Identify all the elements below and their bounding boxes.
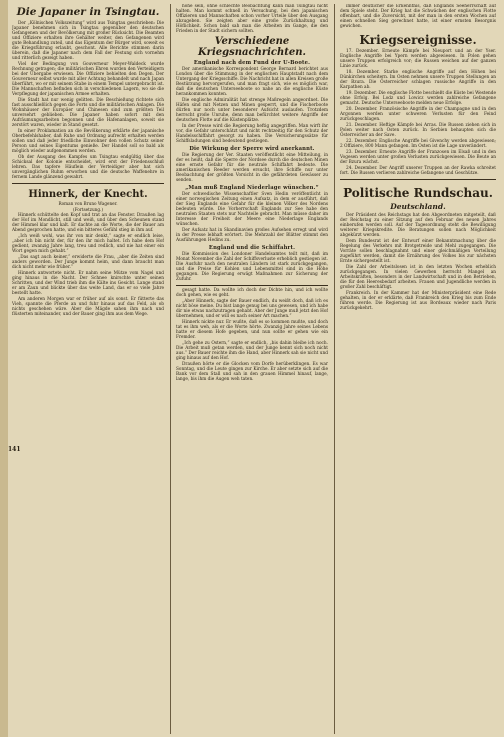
feuilleton-installment: (Fortsetzung.): [72, 207, 104, 212]
paragraph: Hinnerk nickte nur. Er wußte, daß es so kommen mußte, und doch tat es ihm weh, als er die Worte hörte. Zwanzig Jahre seines Lebens hatte er diesem Hofe gegeben, und nun sollte er gehen wie ein Fremder.: [176, 320, 328, 340]
paragraph: Die Stadt hat nur wenig gelitten. Die Beschießung richtete sich fast ausschließlich gegen die Forts und die militärischen Anlagen. Die Wohnhäuser der Europäer und Chinesen sind zum größten Teil unversehrt geblieben. Die Japaner haben sofort mit den Aufräumungsarbeiten begonnen und die Hafenanlagen, soweit sie zerstört waren, wieder in Stand gesetzt.: [12, 98, 164, 128]
event-item: 24. Dezember. Der Angriff unserer Truppen an der Rawka schreitet fort. Die Russen verlieren zahlreiche Gefangene und Geschütze.: [340, 166, 496, 176]
paragraph: Frankreich. In der Kammer hat der Ministerpräsident eine Rede gehalten, in der er erklärte, daß Frankreich den Krieg bis zum Ende führen werde. Die Regierung ist aus Bordeaux wieder nach Paris zurückgekehrt.: [340, 291, 496, 311]
column-2: [176, 4, 328, 737]
paragraph: „Ich gehe zu Ostern,“ sagte er endlich, „bis dahin bleibe ich noch. Die Arbeit muß getan werden, und der Junge kennt sich noch nicht aus.“ Der Bauer reichte ihm die Hand, aber Hinnerk sah sie nicht und ging hinaus auf den Hof.: [176, 341, 328, 361]
column-rule: [170, 4, 171, 734]
paragraph: Am anderen Morgen war er früher auf als sonst. Er fütterte das Vieh, spannte die Pferde an und fuhr hinaus auf das Feld, als ob nichts geschehen wäre. Aber die Mägde sahen ihm nach und flüsterten miteinander, und der Bauer ging ihm aus dem Wege.: [12, 297, 164, 317]
feuilleton-byline: Roman von Bruno Wagener.: [58, 201, 118, 206]
feuilleton-title: Hinnerk, der Knecht.: [28, 189, 148, 200]
paragraph: Der „Kölnischen Volkszeitung“ wird aus Tsingtau geschrieben: Die Japaner benehmen sich in Tsingtau gegenüber den deutschen Gefangenen und der Bevölkerung mit großer Rücksicht. Die Beamten und Offiziere erhalten ihre Gehälter weiter, den Gefangenen wird gute Behandlung zuteil, und das Eigentum der Bürger wird, soweit es die Kriegsführung erlaubt, geschont. Alle Berichte stimmen darin überein, daß die Japaner nach dem Fall der Festung sich vornehm und ritterlich gezeigt haben.: [12, 21, 164, 61]
event-item: 22. Dezember. Englische Angriffe bei Givenchy werden abgewiesen; 2 Offiziere, 800 Mann gefangen. Im Osten ist die Lage unverändert.: [340, 139, 496, 149]
paragraph: Die englische Admiralität hat strenge Maßregeln angeordnet. Die Häfen sind mit Netzen und Minen gesperrt, und die Fischerboote dürfen nur noch unter besonderer Aufsicht auslaufen. Trotzdem herrscht große Unruhe, denn man befürchtet weitere Angriffe der deutschen Flotte auf die Küstenplätze.: [176, 98, 328, 123]
paragraph: Die Kommission des Londoner Handelsamtes teilt mit, daß im Monat November die Zahl der Schiffsverluste erheblich gestiegen ist. Die Ausfuhr nach den neutralen Ländern ist stark zurückgegangen, und die Preise für Kohlen und Lebensmittel sind in die Höhe gegangen. Die Regierung erwägt Maßnahmen zur Sicherung der Zufuhr.: [176, 252, 328, 282]
section-title: Politische Rundschau.: [343, 186, 493, 200]
subheading: „Man muß England Niederlage wünschen.“: [185, 185, 319, 191]
subheading: England nach dem Fund der U-Boote.: [193, 60, 311, 66]
newspaper-page: [8, 0, 504, 737]
page-number: 141: [8, 446, 21, 453]
paragraph: immer deutlicher die Erkenntnis, daß Englands Seeherrschaft auf dem Spiele steht. Der Krieg hat die Schwächen der englischen Flotte offenbart, und die Zuversicht, mit der man in den ersten Wochen auf einen schnellen Sieg gerechnet hatte, ist einer ernsten Besorgnis gewichen.: [340, 4, 496, 29]
paragraph: „Das sagt auch keiner,“ erwiderte die Frau, „aber die Zeiten sind anders geworden. Der Junge kommt heim, und dann braucht man dich nicht mehr wie früher.“: [12, 255, 164, 270]
column-3: [340, 4, 496, 737]
paragraph: Hinnerk schüttelte den Kopf und trat an das Fenster. Draußen lag der Hof im Mondlicht, still und weiß, und über den Scheunen stand der Himmel klar und kalt. Er dachte an die Worte, die der Bauer am Abend gesprochen hatte, und ein bitteres Gefühl stieg in ihm auf.: [12, 213, 164, 233]
column-rule: [334, 4, 335, 734]
event-item: 18. Dezember. Starke englische Angriffe auf den Höhen bei Dünkirchen scheitern. Im Osten nehmen unsere Truppen Stellungen an der Bzura. Die Österreicher schlagen russische Angriffe in den Karpathen ab.: [340, 70, 496, 90]
paragraph: Der schwedische Wissenschaftler Sven Hedin veröffentlicht in einer norwegischen Zeitung einen Aufsatz, in dem er ausführt, daß der Sieg Englands eine Gefahr für die kleinen Völker des Nordens bedeuten würde. Die Vorherrschaft Englands zur See habe den neutralen Staaten stets nur Nachteile gebracht. Man müsse daher im Interesse der Freiheit der Meere eine Niederlage Englands wünschen.: [176, 192, 328, 227]
paragraph: Die Regierung der Ver. Staaten veröffentlicht eine Mitteilung, in der es heißt, daß die Sperre der Nordsee durch die deutschen Minen eine ernste Gefahr für die neutrale Schiffahrt bedeute. Die amerikanischen Reeder werden ersucht, ihre Schiffe nur unter Beobachtung der größten Vorsicht in die gefährdeten Gewässer zu senden.: [176, 153, 328, 183]
paragraph: Viel der Bedingung von Gouverneur Meyer-Waldeck wurde Rechnung getragen; die militärischen Ehren wurden den Verteidigern bei der Übergabe erwiesen. Die Offiziere behielten den Degen. Der Gouverneur selbst wurde mit aller Achtung behandelt und nach Japan überführt, wo er mit seinem Stabe in einem Tempel untergebracht ist. Die Mannschaften befinden sich in verschiedenen Lagern, wo sie die Verpflegung der japanischen Armee erhalten.: [12, 62, 164, 97]
subheading: Die Wirkung der Sperre wird anerkannt.: [189, 146, 315, 152]
paragraph: Ob der Ausgang des Kampfes um Tsingtau endgültig über das Schicksal der Kolonie entscheidet, wird erst der Friedensschluß lehren. Das tapfere Häuflein der Verteidiger aber hat sich unvergänglichen Ruhm erworben und die deutsche Waffenehre in fernem Lande glänzend gewahrt.: [12, 155, 164, 180]
event-item: 17. Dezember. Erneute Kämpfe bei Nieuport und an der Yser. Englische Angriffe bei Ypern werden abgewiesen. In Polen gehen unsere Truppen erfolgreich vor; die Russen weichen auf der ganzen Linie zurück.: [340, 49, 496, 69]
subheading: Deutschland.: [390, 202, 446, 211]
paragraph: Dem Bundesrat ist der Entwurf einer Bekanntmachung über die Regelung des Verkehrs mit Brotgetreide und Mehl zugegangen. Die Vorräte sollen beschlagnahmt und einer gleichmäßigen Verteilung zugeführt werden, damit die Ernährung des Volkes bis zur nächsten Ernte sichergestellt ist.: [340, 239, 496, 264]
paragraph: „Aber Hinnerk, sagte der Bauer endlich, du weißt doch, daß ich es nicht böse meine. Du bist lange genug bei uns gewesen, und ich habe dir nie etwas nachzutragen gehabt. Aber der Junge muß jetzt den Hof übernehmen, und er will es nach seiner Art machen.“: [176, 299, 328, 319]
politics-section: [340, 179, 496, 311]
section-title: Kriegsereignisse.: [359, 33, 477, 47]
event-item: 21. Dezember. Heftige Kämpfe bei Arras. Die Russen ziehen sich in Polen weiter nach Osten zurück. In Serbien behaupten sich die Österreicher an der Save.: [340, 123, 496, 138]
section-title: Verschiedene Kriegsnachrichten.: [197, 36, 306, 58]
subheading: England und die Schiffahrt.: [208, 245, 296, 251]
paragraph: Der amerikanische Korrespondent George Bernard berichtet aus London über die Stimmung in der englischen Hauptstadt nach dem Untergang der Kriegsschiffe. Die Nachricht hat in allen Kreisen große Bestürzung hervorgerufen, und man fragt sich, wie es möglich war, daß die deutschen Unterseeboote so nahe an die englische Küste herankommen konnten.: [176, 67, 328, 97]
paragraph: hohe sein, ohne schlechte Beobachtung kann man Tsingtau nicht halten. Man kommt schnell in Versuchung, bei den japanischen Offizieren und Mannschaften schon vorher Urteile über den Ausgang abzugeben. Sie zeigten aber eine große Zurückhaltung und Höflichkeit. Schon bald sah man die Arbeiten im Gange, die den Frieden in der Stadt sichern sollten.: [176, 4, 328, 34]
feuilleton-continued: [176, 285, 328, 382]
paragraph: In einer Proklamation an die Bevölkerung erklärte der japanische Oberbefehlshaber, daß Ruhe und Ordnung aufrecht erhalten werden sollen und daß jeder friedliche Einwohner den vollen Schutz seiner Person und seines Eigentums genieße. Der Handel soll so bald als möglich wieder aufgenommen werden.: [12, 129, 164, 154]
paragraph: In der Presse wird die Regierung heftig angegriffen. Man wirft ihr vor, die Gefahr unterschätzt und nicht rechtzeitig für den Schutz der Handelsschiffahrt gesorgt zu haben. Die Versicherungssätze für Schiffsladungen sind bedeutend gestiegen.: [176, 124, 328, 144]
paragraph: Der Präsident des Reichstags hat den Abgeordneten mitgeteilt, daß der Reichstag zu einer Sitzung auf den Februar des neuen Jahres einberufen werden soll. Auf der Tagesordnung steht die Bewilligung weiterer Kriegskredite. Die Beratungen sollen nach Möglichkeit abgekürzt werden.: [340, 213, 496, 238]
event-item: 19. Dezember. Die englische Flotte beschießt die Küste bei Westende ohne Erfolg. Bei Lodz und Lowicz werden zahlreiche Gefangene gemacht. Deutsche Unterseeboote melden neue Erfolge.: [340, 91, 496, 106]
paragraph: Hinnerk antwortete nicht. Er nahm seine Mütze vom Nagel und ging hinaus in die Nacht. Der Schnee knirschte unter seinen Schritten, und der Wind trieb ihm die Kälte ins Gesicht. Lange stand er am Zaun und blickte über das weite Land, das er so viele Jahre bestellt hatte.: [12, 271, 164, 296]
event-item: 23. Dezember. Erneute Angriffe der Franzosen im Elsaß und in den Vogesen werden unter großen Verlusten zurückgewiesen. Die Beute an der Bzura wächst.: [340, 150, 496, 165]
paragraph: Der Aufsatz hat in Skandinavien großes Aufsehen erregt und wird in der Presse lebhaft erörtert. Die Mehrzahl der Blätter stimmt den Ausführungen Hedins zu.: [176, 228, 328, 243]
paragraph: Draußen hörte er die Glocken vom Dorfe herüberklingen. Es war Sonntag, und die Leute gingen zur Kirche. Er aber setzte sich auf die Bank vor dem Stall und sah in den grauen Himmel hinauf, lange, lange, bis ihm die Augen weh taten.: [176, 362, 328, 382]
feuilleton: [12, 183, 164, 317]
article-body: [12, 21, 164, 180]
article-title: Die Japaner in Tsingtau.: [16, 6, 160, 18]
paragraph: „Ich weiß wohl, was ihr von mir denkt,“ sagte er endlich leise, „aber ich bin nicht der, für den ihr mich haltet. Ich habe dem Hof gedient, zwanzig Jahre lang, treu und redlich, und nie hat einer ein Wort gegen mich gehabt.“: [12, 234, 164, 254]
column-1: [12, 4, 164, 737]
event-item: 20. Dezember. Französische Angriffe in der Champagne und in den Argonnen werden unter schweren Verlusten für den Feind zurückgeschlagen.: [340, 107, 496, 122]
paragraph: Die Zahl der Arbeitslosen ist in den letzten Wochen erheblich zurückgegangen. In vielen Gewerben herrscht Mangel an Arbeitskräften, besonders in der Landwirtschaft und in den Betrieben, die für den Heeresbedarf arbeiten. Frauen und Jugendliche werden in großer Zahl beschäftigt.: [340, 265, 496, 290]
paragraph: gesagt hatte. Da wollte ich doch der Dichte hin, und ich wollte doch gehen, wie es geht.: [176, 288, 328, 298]
